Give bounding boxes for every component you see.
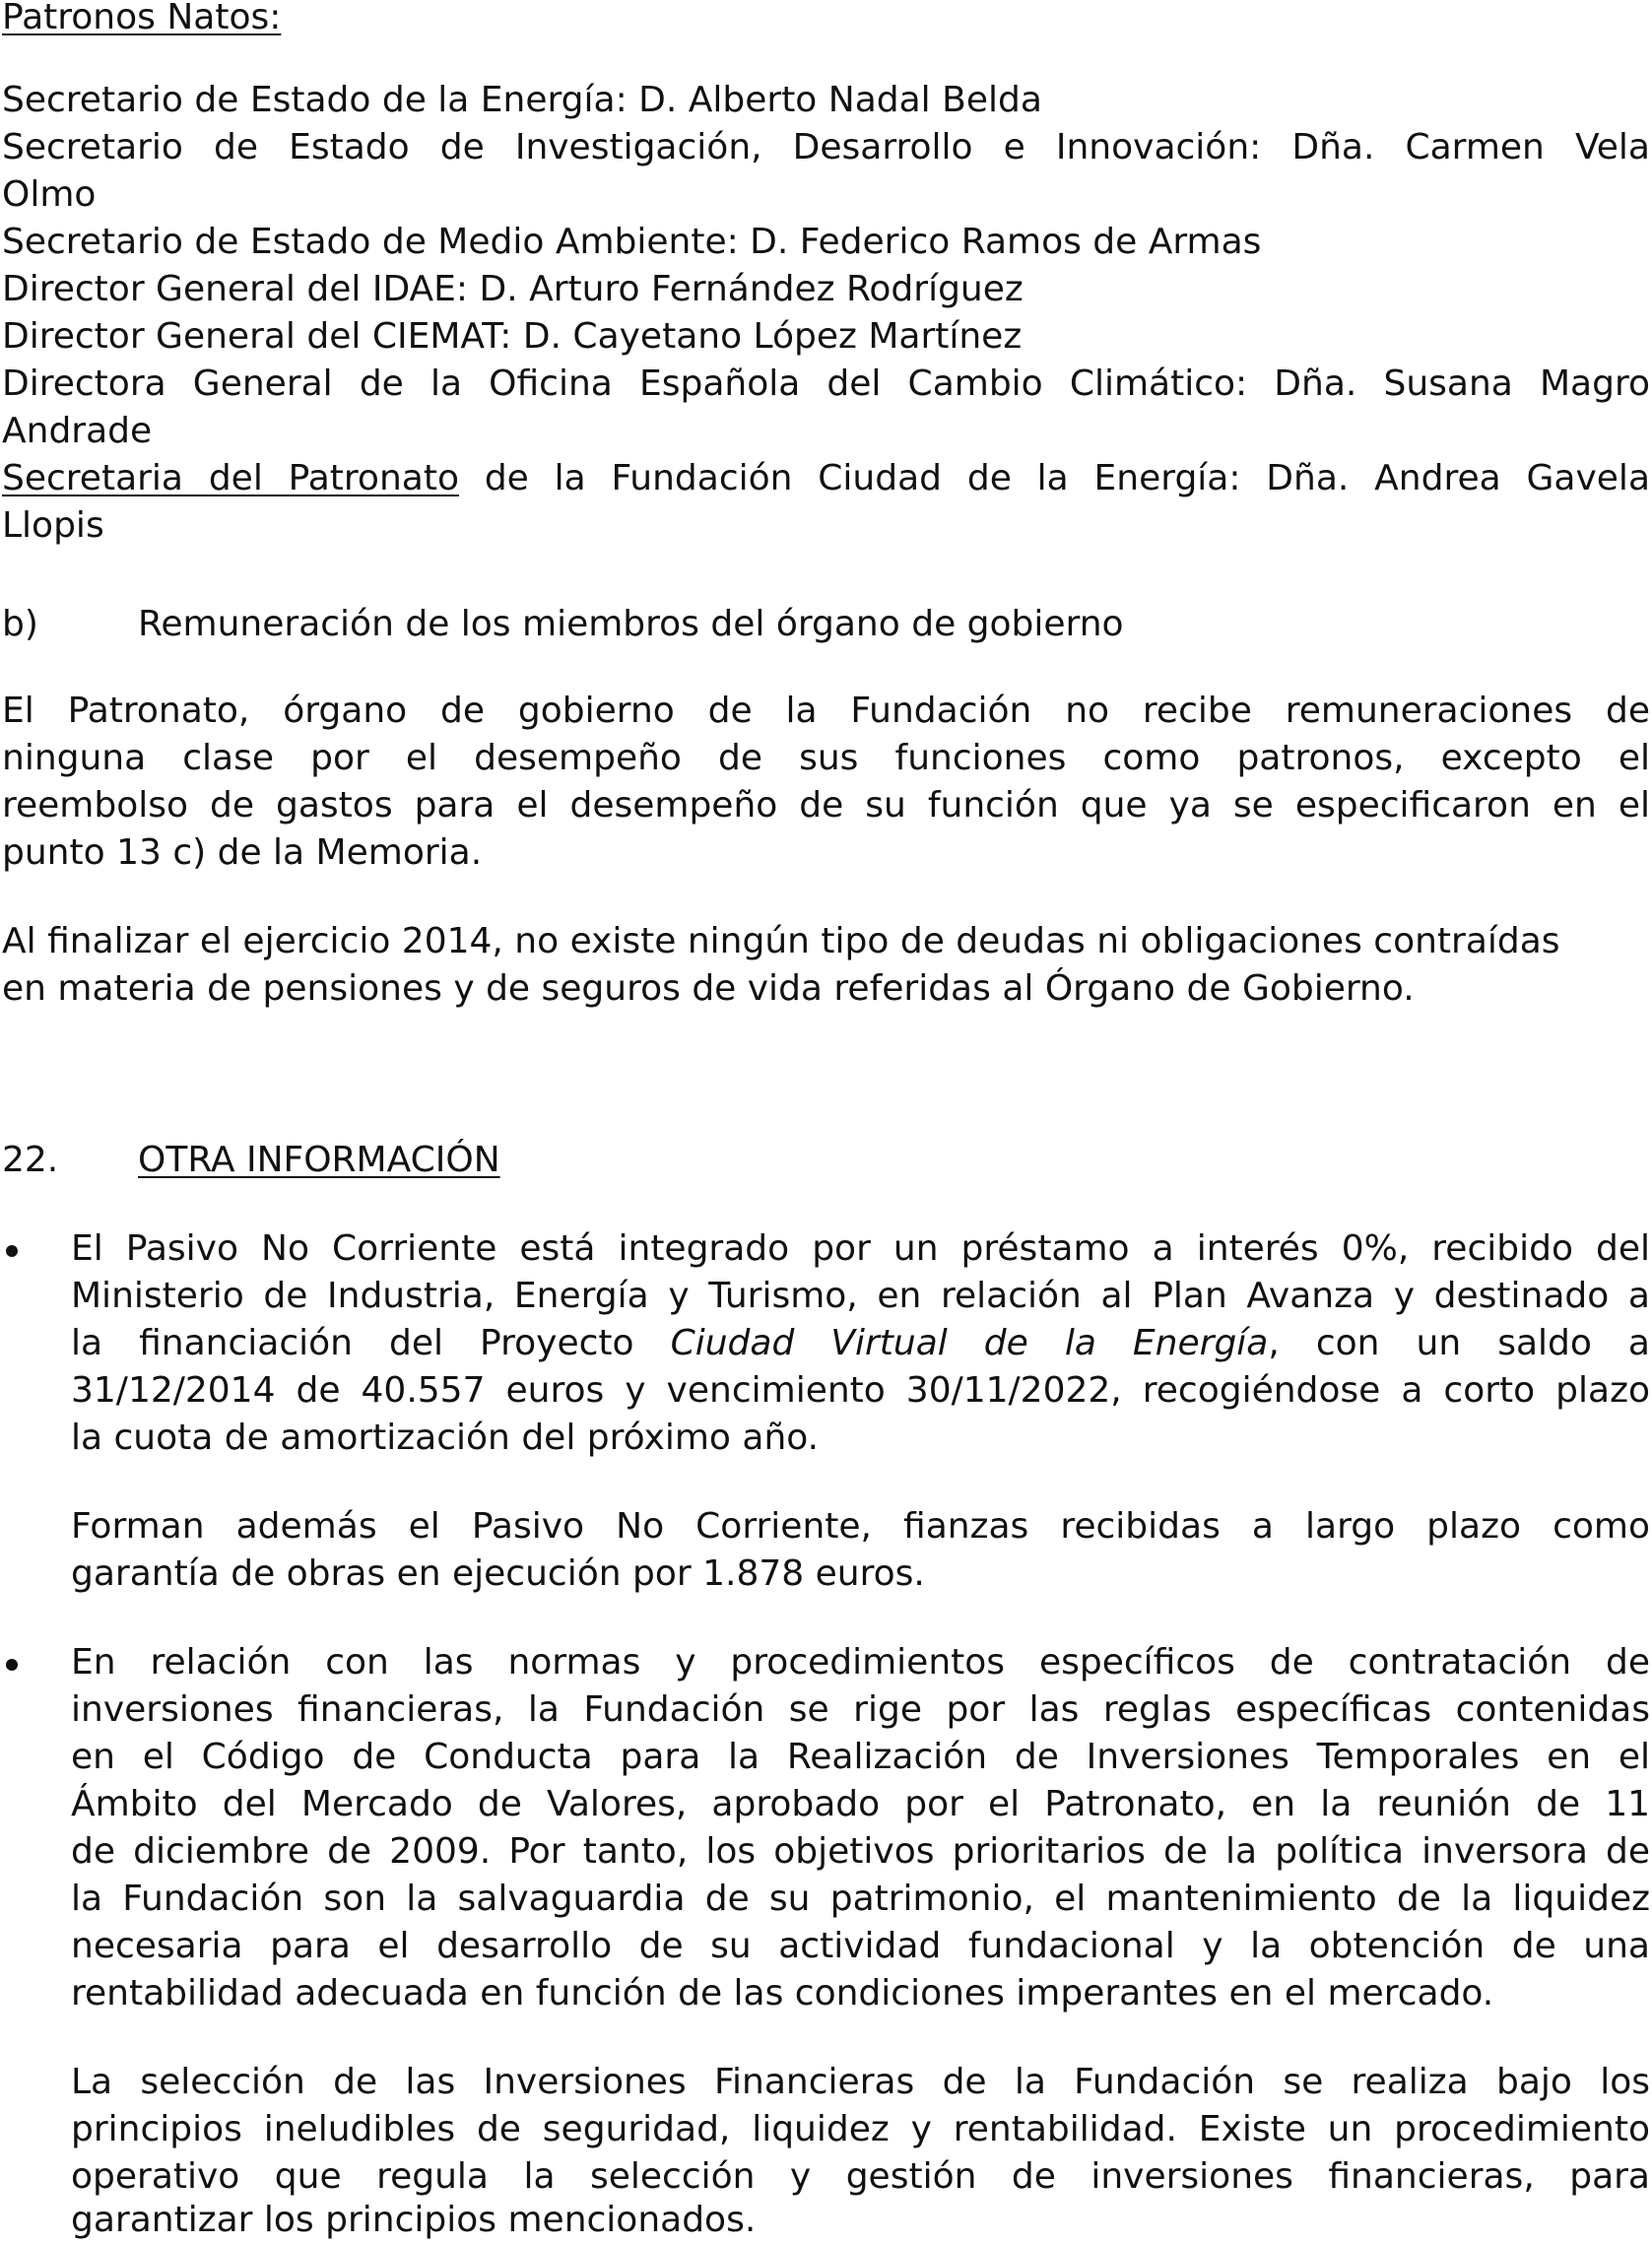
- bullet-2-dot: [6, 1659, 18, 1671]
- secretaria-line: [2, 455, 1650, 502]
- bullet1-line-4: 31/12/2014 de 40.557 euros y vencimiento 30/11/2022, recogiéndose a corto plazo: [71, 1370, 1650, 1411]
- bullet1-sub-line-1: Forman además el Pasivo No Corriente, fianzas recibidas a largo plazo como: [71, 1506, 1650, 1547]
- bullet2-sub-line-1: La selección de las Inversiones Financieras de la Fundación se realiza bajo los: [71, 2062, 1650, 2102]
- section-b-label: b): [2, 604, 38, 644]
- patron-line-6: Directora General de la Oficina Española del Cambio Climático: Dña. Susana Magro: [2, 363, 1650, 404]
- secretaria-line-cont: Llopis: [2, 505, 104, 546]
- bullet2-line-4: Ámbito del Mercado de Valores, aprobado por el Patronato, en la reunión de 11: [71, 1784, 1650, 1824]
- bullet2-sub-line-3: operativo que regula la selección y gestión de inversiones financieras, para: [71, 2156, 1650, 2197]
- patron-line-6-cont: Andrade: [2, 411, 153, 451]
- bullet-1-dot: [6, 1245, 18, 1257]
- bullet1-line-3-a: la financiación del Proyecto: [71, 1323, 671, 1363]
- para1-line-1: El Patronato, órgano de gobierno de la Fundación no recibe remuneraciones de: [2, 691, 1650, 731]
- bullet2-line-6: la Fundación son la salvaguardia de su patrimonio, el mantenimiento de la liquidez: [71, 1879, 1650, 1919]
- patron-line-2-cont: Olmo: [2, 174, 97, 215]
- para2-line-2: en materia de pensiones y de seguros de vida referidas al Órgano de Gobierno.: [2, 968, 1415, 1009]
- patron-line-1: Secretario de Estado de la Energía: D. Alberto Nadal Belda: [2, 80, 1042, 120]
- bullet2-line-1: En relación con las normas y procedimientos específicos de contratación de: [71, 1642, 1650, 1683]
- para1-line-2: ninguna clase por el desempeño de sus funciones como patronos, excepto el: [2, 738, 1650, 778]
- para1-line-3: reembolso de gastos para el desempeño de su función que ya se especificaron en el: [2, 785, 1650, 825]
- section-22-title: OTRA INFORMACIÓN: [138, 1140, 500, 1180]
- bullet2-line-3: en el Código de Conducta para la Realización de Inversiones Temporales en el: [71, 1737, 1650, 1777]
- secretaria-label: Secretaria del Patronato: [2, 458, 459, 498]
- patronos-heading: Patronos Natos:: [2, 0, 282, 37]
- bullet2-line-2: inversiones financieras, la Fundación se rige por las reglas específicas contenidas: [71, 1689, 1650, 1730]
- para2-line-1: Al finalizar el ejercicio 2014, no existe ningún tipo de deudas ni obligaciones contraídas: [2, 921, 1560, 961]
- patron-line-2: Secretario de Estado de Investigación, Desarrollo e Innovación: Dña. Carmen Vela: [2, 127, 1650, 167]
- patron-line-4: Director General del IDAE: D. Arturo Fernández Rodríguez: [2, 269, 1024, 309]
- bullet2-line-5: de diciembre de 2009. Por tanto, los objetivos prioritarios de la política inversora de: [71, 1831, 1650, 1872]
- bullet1-line-3-b: , con un saldo a: [1268, 1323, 1650, 1363]
- patron-line-3: Secretario de Estado de Medio Ambiente: D. Federico Ramos de Armas: [2, 222, 1262, 262]
- bullet2-sub-line-2: principios ineludibles de seguridad, liquidez y rentabilidad. Existe un procedimiento: [71, 2109, 1650, 2149]
- para1-line-4: punto 13 c) de la Memoria.: [2, 832, 483, 873]
- bullet2-line-7: necesaria para el desarrollo de su actividad fundacional y la obtención de una: [71, 1926, 1650, 1966]
- section-b-title: Remuneración de los miembros del órgano de gobierno: [138, 604, 1124, 644]
- bullet2-sub-line-4: garantizar los principios mencionados.: [71, 2200, 757, 2240]
- bullet1-line-5: la cuota de amortización del próximo año.: [71, 1418, 820, 1458]
- bullet1-line-1: El Pasivo No Corriente está integrado por un préstamo a interés 0%, recibido del: [71, 1228, 1650, 1269]
- bullet2-line-8: rentabilidad adecuada en función de las condiciones imperantes en el mercado.: [71, 1973, 1494, 2013]
- bullet1-sub-line-2: garantía de obras en ejecución por 1.878 euros.: [71, 1553, 925, 1594]
- project-name: Ciudad Virtual de la Energía: [670, 1323, 1269, 1363]
- bullet1-line-3: [71, 1320, 1650, 1367]
- patron-line-5: Director General del CIEMAT: D. Cayetano López Martínez: [2, 316, 1023, 357]
- bullet1-line-2: Ministerio de Industria, Energía y Turismo, en relación al Plan Avanza y destinado a: [71, 1276, 1650, 1316]
- secretaria-rest: de la Fundación Ciudad de la Energía: Dña. Andrea Gavela: [458, 458, 1650, 498]
- section-22-number: 22.: [2, 1140, 59, 1180]
